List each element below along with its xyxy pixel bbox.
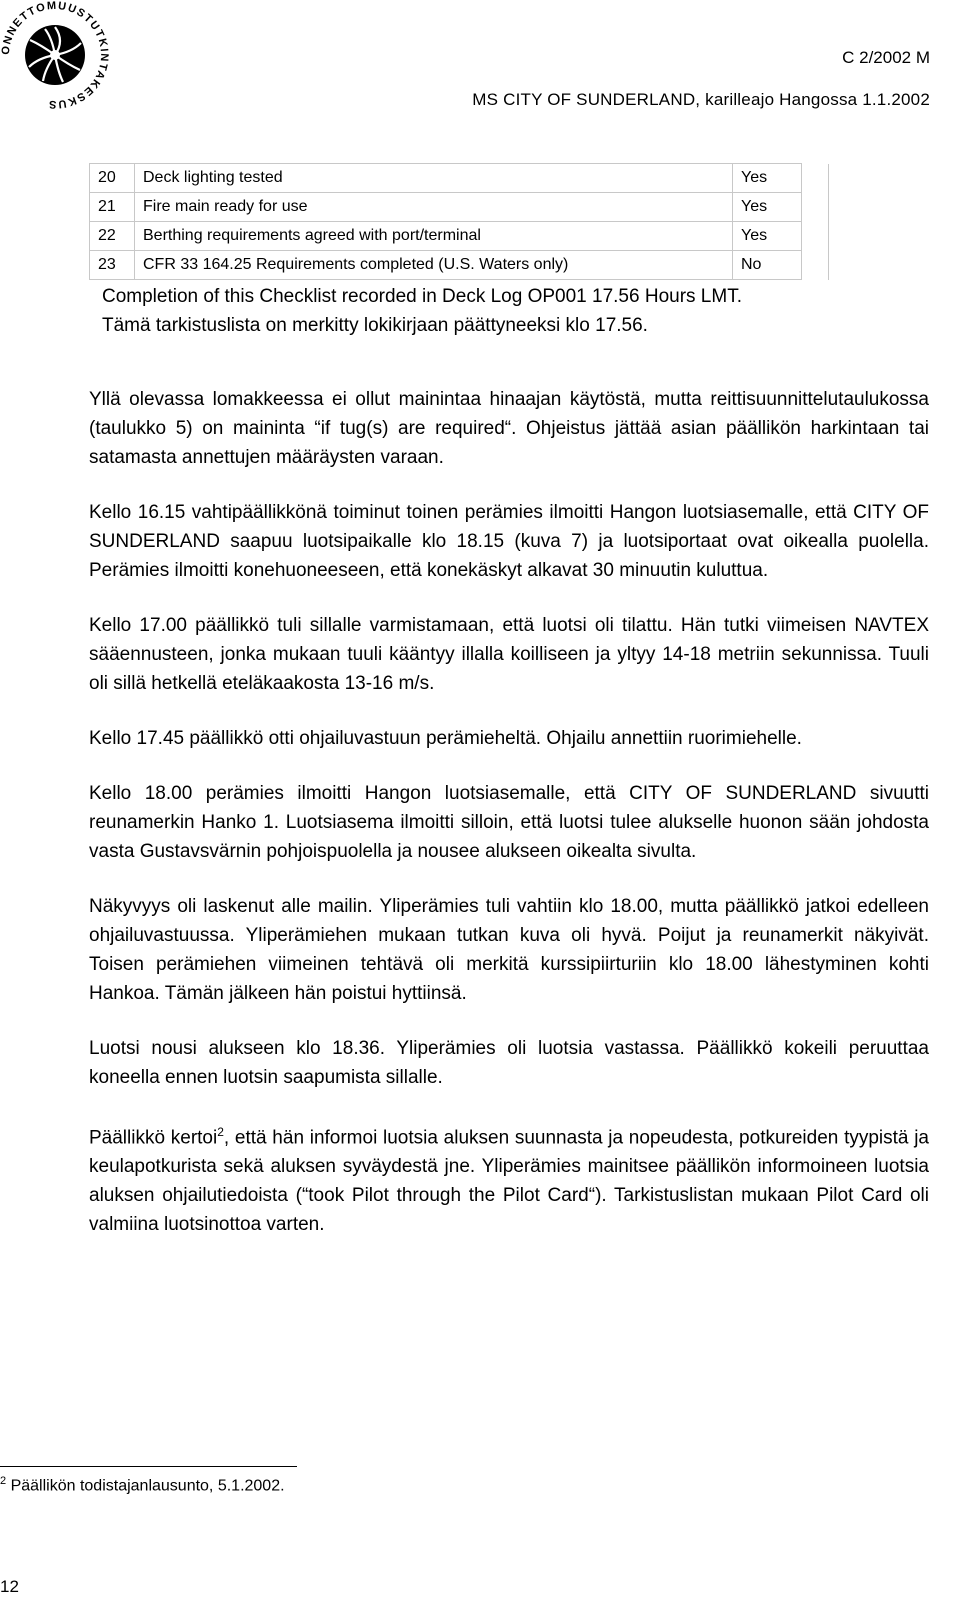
- footnote-marker: 2: [0, 1475, 7, 1487]
- document-code: C 2/2002 M: [842, 48, 930, 67]
- row-item: CFR 33 164.25 Requirements completed (U.S. Waters only): [135, 251, 733, 280]
- svg-text:ONNETTOMUUSTUTKINTAKESKUS: ONNETTOMUUSTUTKINTAKESKUS: [0, 0, 110, 110]
- checklist-row: [90, 251, 829, 280]
- paragraph: Näkyvyys oli laskenut alle mailin. Yliperämies tuli vahtiin klo 18.00, mutta päällikkö jatkoi edelleen ohjailuvastuussa. Yliperämiehen mukaan tutkan kuva oli hyvä. Poijut ja reunamerkit näkyivät. Toisen perämiehen viimeinen tehtävä oli merkitä kurssipiirturiin klo 18.00 lähestyminen kohti Hankoa. Tämän jälkeen hän poistui hyttiinsä.: [89, 896, 929, 1004]
- paragraph: Kello 17.45 päällikkö otti ohjailuvastuun perämieheltä. Ohjailu annettiin ruorimiehelle.: [89, 728, 802, 749]
- paragraph-text: , että hän informoi luotsia aluksen suunnasta ja nopeudesta, potkureiden tyypistä ja keulapotkurista sekä aluksen syväydestä jne. Yliperämies mainitsee päällikön informoineen luotsia aluksen ohjailutiedoista (“took Pilot through the Pilot Card“). Tarkistuslistan mukaan Pilot Card oli valmiina luotsinottoa varten.: [89, 1127, 929, 1236]
- paragraph: Yllä olevassa lomakkeessa ei ollut mainintaa hinaajan käytöstä, mutta reittisuunnittelutaulukossa (taulukko 5) on maininta “if tug(s) are required“. Ohjeistus jättää asian päällikön harkintaan tai satamasta annettujen määräysten varaan.: [89, 389, 929, 468]
- paragraph: [89, 1118, 929, 1239]
- report-title: MS CITY OF SUNDERLAND, karilleajo Hangossa 1.1.2002: [472, 90, 930, 109]
- checklist-row: [90, 164, 829, 193]
- row-answer: Yes: [733, 222, 802, 251]
- row-spacer: [802, 164, 829, 193]
- row-spacer: [802, 251, 829, 280]
- report-body: [89, 385, 929, 1265]
- checklist-translation-line: Tämä tarkistuslista on merkitty lokikirjaan päättyneeksi klo 17.56.: [102, 315, 648, 336]
- row-item: Fire main ready for use: [135, 193, 733, 222]
- row-item: Berthing requirements agreed with port/terminal: [135, 222, 733, 251]
- checklist-completion-line: Completion of this Checklist recorded in Deck Log OP001 17.56 Hours LMT.: [102, 286, 742, 307]
- paragraph: Luotsi nousi alukseen klo 18.36. Yliperämies oli luotsia vastassa. Päällikkö kokeili peruuttaa koneella ennen luotsin saapumista sillalle.: [89, 1038, 929, 1088]
- row-spacer: [802, 222, 829, 251]
- checklist-trailer: [102, 282, 742, 340]
- row-number: 22: [90, 222, 135, 251]
- accident-investigation-board-logo: [0, 0, 110, 110]
- row-number: 23: [90, 251, 135, 280]
- row-spacer: [802, 193, 829, 222]
- pilot-checklist-table: [89, 163, 829, 280]
- checklist-row: [90, 193, 829, 222]
- footnote-reference[interactable]: 2: [217, 1125, 224, 1139]
- footnote-divider: [0, 1466, 297, 1467]
- row-answer: No: [733, 251, 802, 280]
- row-item: Deck lighting tested: [135, 164, 733, 193]
- paragraph: Kello 17.00 päällikkö tuli sillalle varmistamaan, että luotsi oli tilattu. Hän tutki viimeisen NAVTEX sääennusteen, jonka mukaan tuuli kääntyy illalla koilliseen ja yltyy 14-18 metriin sekunnissa. Tuuli oli sillä hetkellä eteläkaakosta 13-16 m/s.: [89, 615, 929, 694]
- page-number: 12: [0, 1577, 19, 1596]
- footnote-text: Päällikön todistajanlausunto, 5.1.2002.: [6, 1477, 285, 1495]
- checklist-row: [90, 222, 829, 251]
- footnote: [0, 1475, 285, 1495]
- row-number: 21: [90, 193, 135, 222]
- row-answer: Yes: [733, 164, 802, 193]
- row-answer: Yes: [733, 193, 802, 222]
- paragraph: Kello 18.00 perämies ilmoitti Hangon luotsiasemalle, että CITY OF SUNDERLAND sivuutti reunamerkin Hanko 1. Luotsiasema ilmoitti silloin, että luotsi tulee alukselle huonon sään johdosta vasta Gustavsvärnin pohjoispuolella ja nousee alukseen oikealta sivulta.: [89, 783, 929, 862]
- paragraph-text: Päällikkö kertoi: [89, 1127, 218, 1149]
- paragraph: Kello 16.15 vahtipäällikkönä toiminut toinen perämies ilmoitti Hangon luotsiasemalle, että CITY OF SUNDERLAND saapuu luotsipaikalle klo 18.15 (kuva 7) ja luotsiportaat ovat oikealla puolella. Perämies ilmoitti konehuoneeseen, että konekäskyt alkavat 30 minuutin kuluttua.: [89, 502, 929, 581]
- row-number: 20: [90, 164, 135, 193]
